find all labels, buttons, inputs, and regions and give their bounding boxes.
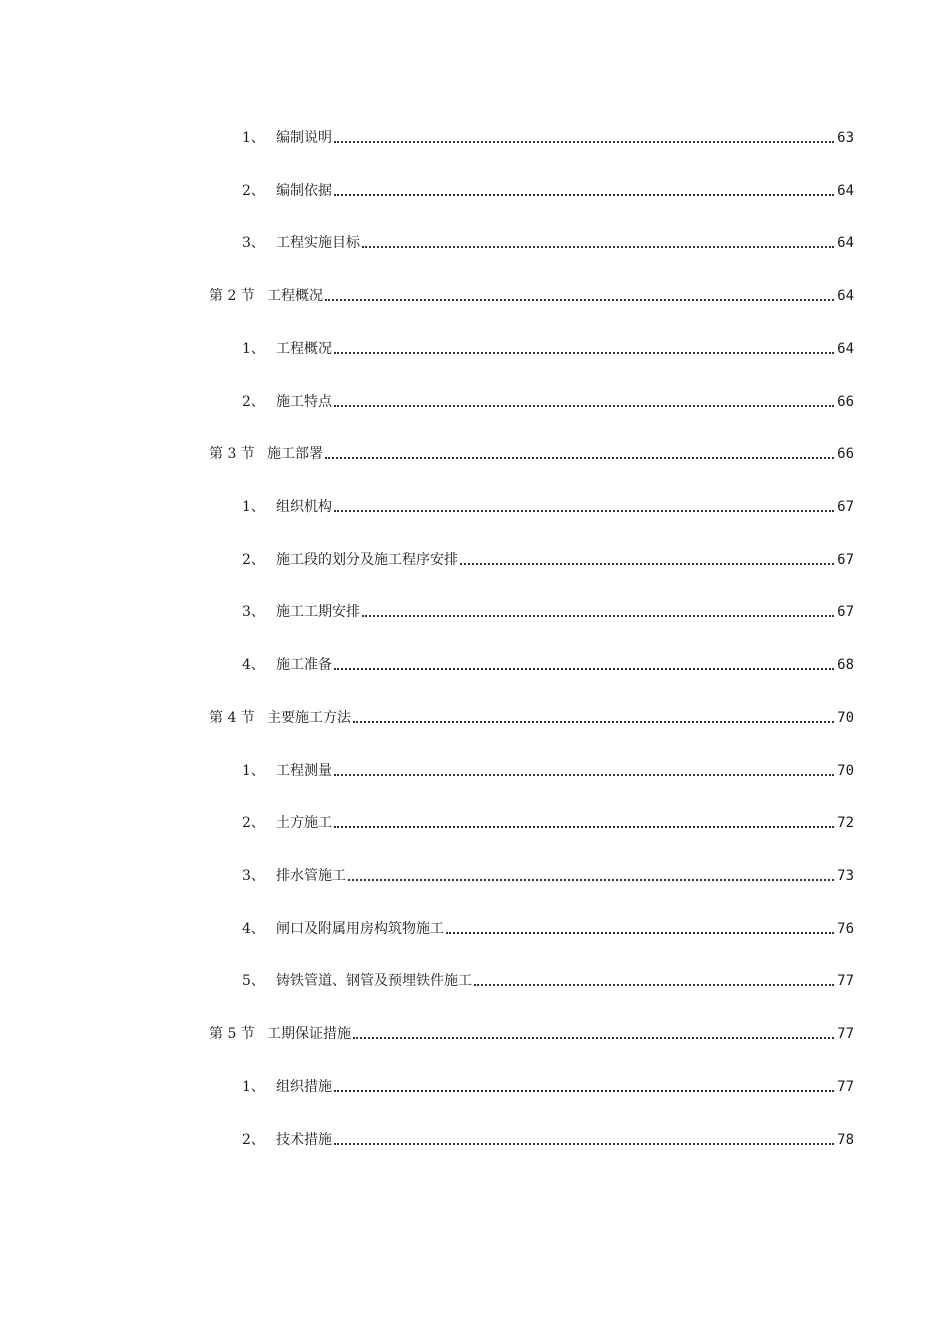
toc-entry-number: 2、	[242, 552, 265, 568]
dot-leader	[353, 1023, 834, 1045]
toc-entry-page-number: 67	[837, 499, 854, 515]
toc-entry-title: 工程概况	[276, 341, 332, 357]
toc-entry[interactable]	[242, 760, 854, 782]
toc-entry-page-number: 72	[837, 815, 854, 831]
toc-entry-number: 4、	[242, 921, 265, 937]
toc-entry-page-number: 64	[837, 341, 854, 357]
dot-leader	[348, 865, 834, 887]
toc-entry-page-number: 68	[837, 657, 854, 673]
toc-entry[interactable]	[242, 338, 854, 360]
dot-leader	[334, 496, 834, 518]
toc-entry[interactable]	[242, 918, 854, 940]
toc-entry-page-number: 67	[837, 604, 854, 620]
toc-entry-number: 2、	[242, 394, 265, 410]
toc-section-title: 工期保证措施	[267, 1026, 351, 1042]
toc-entry-title: 组织措施	[276, 1079, 332, 1095]
dot-leader	[334, 391, 834, 413]
toc-section-number: 第 2 节	[209, 288, 255, 304]
toc-entry-page-number: 66	[837, 446, 854, 462]
toc-entry-page-number: 73	[837, 868, 854, 884]
toc-entry-page-number: 64	[837, 183, 854, 199]
toc-entry-number: 1、	[242, 499, 265, 515]
toc-entry[interactable]	[242, 601, 854, 623]
toc-section-entry[interactable]	[209, 285, 854, 307]
toc-entry-title: 组织机构	[276, 499, 332, 515]
dot-leader	[334, 654, 834, 676]
dot-leader	[334, 180, 834, 202]
toc-entry-number: 2、	[242, 183, 265, 199]
toc-entry[interactable]	[242, 549, 854, 571]
toc-entry-number: 2、	[242, 815, 265, 831]
toc-entry[interactable]	[242, 812, 854, 834]
toc-entry[interactable]	[242, 232, 854, 254]
toc-entry-number: 5、	[242, 973, 265, 989]
dot-leader	[446, 918, 834, 940]
toc-entry[interactable]	[242, 1076, 854, 1098]
toc-entry[interactable]	[242, 180, 854, 202]
dot-leader	[325, 443, 834, 465]
toc-entry[interactable]	[242, 970, 854, 992]
toc-entry-number: 1、	[242, 1079, 265, 1095]
toc-entry-title: 工程测量	[276, 763, 332, 779]
toc-entry-page-number: 77	[837, 1026, 854, 1042]
toc-entry-page-number: 77	[837, 1079, 854, 1095]
toc-entry-title: 施工工期安排	[276, 604, 360, 620]
toc-entry[interactable]	[242, 496, 854, 518]
toc-section-number: 第 5 节	[209, 1026, 255, 1042]
toc-entry-number: 1、	[242, 130, 265, 146]
toc-section-number: 第 4 节	[209, 710, 255, 726]
toc-entry-number: 3、	[242, 868, 265, 884]
toc-section-entry[interactable]	[209, 1023, 854, 1045]
toc-entry-page-number: 78	[837, 1132, 854, 1148]
toc-entry-page-number: 64	[837, 288, 854, 304]
toc-section-title: 施工部署	[267, 446, 323, 462]
toc-section-title: 主要施工方法	[267, 710, 351, 726]
dot-leader	[334, 812, 834, 834]
toc-entry-number: 4、	[242, 657, 265, 673]
toc-entry-page-number: 76	[837, 921, 854, 937]
toc-entry-title: 工程实施目标	[276, 235, 360, 251]
toc-entry-page-number: 67	[837, 552, 854, 568]
dot-leader	[362, 601, 834, 623]
dot-leader	[460, 549, 834, 571]
toc-entry-page-number: 70	[837, 710, 854, 726]
toc-section-entry[interactable]	[209, 443, 854, 465]
toc-entry-title: 施工段的划分及施工程序安排	[276, 552, 458, 568]
toc-entry-title: 施工特点	[276, 394, 332, 410]
toc-entry[interactable]	[242, 654, 854, 676]
toc-entry-page-number: 63	[837, 130, 854, 146]
toc-entry-page-number: 77	[837, 973, 854, 989]
toc-section-title: 工程概况	[267, 288, 323, 304]
toc-entry-page-number: 64	[837, 235, 854, 251]
toc-entry[interactable]	[242, 391, 854, 413]
toc-entry-title: 铸铁管道、钢管及预埋铁件施工	[276, 973, 472, 989]
toc-entry-number: 1、	[242, 341, 265, 357]
toc-entry-number: 3、	[242, 235, 265, 251]
dot-leader	[334, 1129, 834, 1151]
dot-leader	[474, 970, 834, 992]
toc-section-entry[interactable]	[209, 707, 854, 729]
toc-entry-number: 3、	[242, 604, 265, 620]
dot-leader	[334, 760, 834, 782]
dot-leader	[334, 1076, 834, 1098]
dot-leader	[334, 338, 834, 360]
toc-section-number: 第 3 节	[209, 446, 255, 462]
toc-entry-title: 编制依据	[276, 183, 332, 199]
toc-entry-number: 2、	[242, 1132, 265, 1148]
toc-entry-title: 编制说明	[276, 130, 332, 146]
toc-entry-title: 土方施工	[276, 815, 332, 831]
dot-leader	[325, 285, 834, 307]
toc-entry[interactable]	[242, 865, 854, 887]
toc-entry-number: 1、	[242, 763, 265, 779]
toc-entry[interactable]	[242, 127, 854, 149]
toc-entry-title: 排水管施工	[276, 868, 346, 884]
dot-leader	[353, 707, 834, 729]
dot-leader	[334, 127, 834, 149]
toc-entry-title: 技术措施	[276, 1132, 332, 1148]
toc-entry-title: 施工准备	[276, 657, 332, 673]
dot-leader	[362, 232, 834, 254]
toc-entry[interactable]	[242, 1129, 854, 1151]
toc-entry-page-number: 70	[837, 763, 854, 779]
toc-entry-page-number: 66	[837, 394, 854, 410]
toc-entry-title: 闸口及附属用房构筑物施工	[276, 921, 444, 937]
